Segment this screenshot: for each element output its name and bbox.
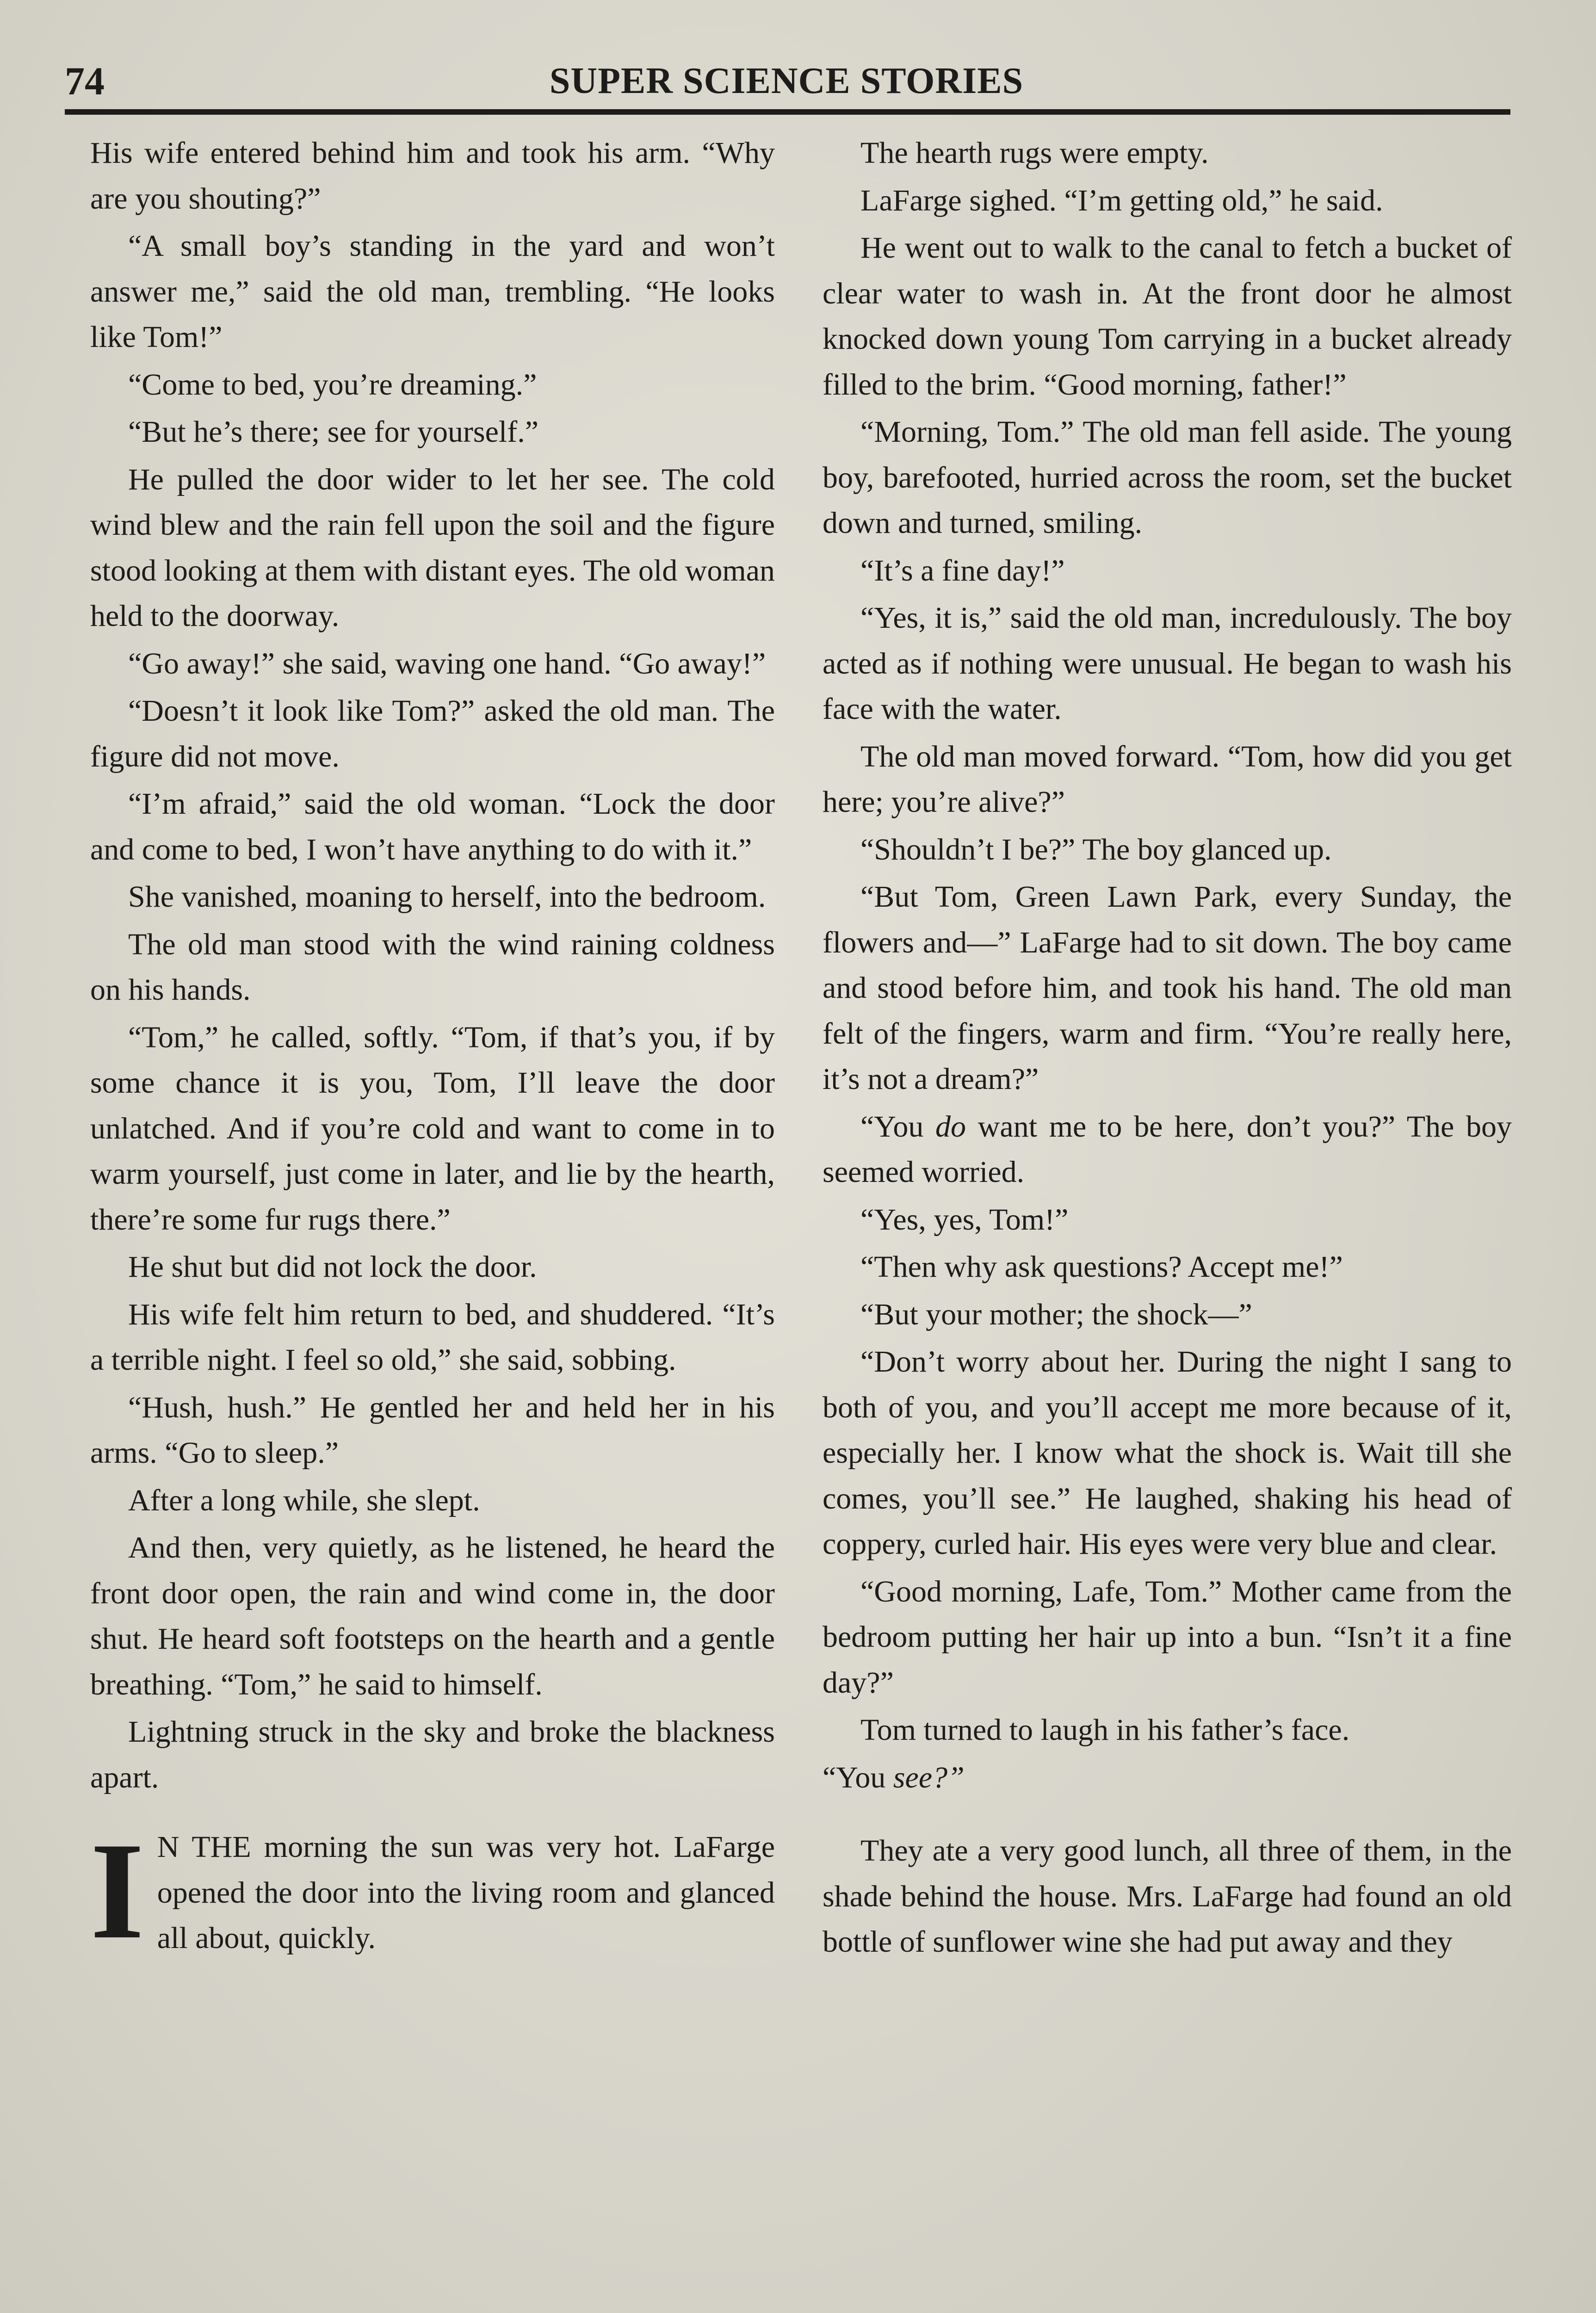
paragraph: The hearth rugs were empty. xyxy=(860,136,1209,170)
paragraph: And then, very quietly, as he listened, he heard the front door open, the rain and wind come in, the door shut. He heard soft footsteps on the hearth and a gentle breathing. “Tom,” he said to himself. xyxy=(90,1531,775,1701)
paragraph xyxy=(823,1755,1512,1801)
emphasis: see?” xyxy=(893,1760,965,1794)
page-header xyxy=(65,56,1508,106)
paragraph: His wife entered behind him and took his arm. “Why are you shouting?” xyxy=(90,136,775,216)
paragraph: “Go away!” she said, waving one hand. “Go away!” xyxy=(128,646,766,680)
text-run: want me to be here, don’t you?” The boy seemed worried. xyxy=(823,1109,1512,1189)
paragraph: She vanished, moaning to herself, into the bedroom. xyxy=(128,880,766,914)
running-title: SUPER SCIENCE STORIES xyxy=(549,61,1024,101)
paragraph: “Doesn’t it look like Tom?” asked the old man. The figure did not move. xyxy=(90,694,775,773)
paragraph: “Morning, Tom.” The old man fell aside. The young boy, barefooted, hurried across the room, set the bucket down and turned, smiling. xyxy=(823,415,1512,540)
left-column xyxy=(90,130,775,1967)
header-rule xyxy=(65,109,1510,115)
paragraph: “Come to bed, you’re dreaming.” xyxy=(128,367,537,402)
emphasis: do xyxy=(935,1109,966,1144)
paragraph: “Yes, it is,” said the old man, incredulously. The boy acted as if nothing were unusual. He began to wash his face with the water. xyxy=(823,601,1512,726)
text-run: “You xyxy=(860,1109,936,1144)
paragraph: “A small boy’s standing in the yard and won’t answer me,” said the old man, trembling. “He looks like Tom!” xyxy=(90,229,775,354)
paragraph: He went out to walk to the canal to fetch a bucket of clear water to wash in. At the front door he almost knocked down young Tom carrying in a bucket already filled to the brim. “Good morning, father!” xyxy=(823,231,1512,402)
paragraph: After a long while, she slept. xyxy=(128,1483,480,1517)
page-number: 74 xyxy=(65,59,105,103)
paragraph: “Hush, hush.” He gentled her and held her in his arms. “Go to sleep.” xyxy=(90,1390,775,1470)
paragraph: The old man stood with the wind raining coldness on his hands. xyxy=(90,927,775,1007)
paragraph: “But Tom, Green Lawn Park, every Sunday, the flowers and—” LaFarge had to sit down. The boy came and stood before him, and took his hand. The old man felt of the fingers, warm and firm. “You’re really here, it’s not a dream?” xyxy=(823,880,1512,1096)
drop-cap: I xyxy=(90,1814,144,1967)
paragraph: The old man moved forward. “Tom, how did you get here; you’re alive?” xyxy=(823,739,1512,819)
paragraph: “It’s a fine day!” xyxy=(860,553,1065,588)
paragraph: He shut but did not lock the door. xyxy=(128,1250,537,1284)
right-column xyxy=(823,130,1512,1967)
section-opening-text: N THE morning the sun was very hot. LaFarge opened the door into the living room and glanced all about, quickly. xyxy=(157,1830,775,1955)
paragraph: LaFarge sighed. “I’m getting old,” he said. xyxy=(860,183,1383,217)
paragraph: “Yes, yes, Tom!” xyxy=(860,1202,1069,1237)
paragraph: He pulled the door wider to let her see. The cold wind blew and the rain fell upon the soil and the figure stood looking at them with distant eyes. The old woman held to the doorway. xyxy=(90,462,775,633)
paragraph: Tom turned to laugh in his father’s face. xyxy=(860,1713,1350,1747)
paragraph: Lightning struck in the sky and broke the blackness apart. xyxy=(90,1715,775,1794)
paragraph: “Don’t worry about her. During the night I sang to both of you, and you’ll accept me more because of it, especially her. I know what the shock is. Wait till she comes, you’ll see.” He laughed, shaking his head of coppery, curled hair. His eyes were very blue and clear. xyxy=(823,1345,1512,1561)
paragraph: “Good morning, Lafe, Tom.” Mother came from the bedroom putting her hair up into a bun. “Isn’t it a fine day?” xyxy=(823,1574,1512,1700)
paragraph: “But he’s there; see for yourself.” xyxy=(128,415,539,449)
paragraph: “Then why ask questions? Accept me!” xyxy=(860,1250,1343,1284)
paragraph: His wife felt him return to bed, and shuddered. “It’s a terrible night. I feel so old,” she said, sobbing. xyxy=(90,1297,775,1377)
paragraph: “But your mother; the shock—” xyxy=(860,1297,1252,1331)
text-run: “You xyxy=(823,1760,893,1794)
paragraph: They ate a very good lunch, all three of them, in the shade behind the house. Mrs. LaFarge had found an old bottle of sunflower wine she had put away and they xyxy=(823,1834,1512,1959)
section-opening-paragraph xyxy=(90,1814,775,1967)
paragraph: “Shouldn’t I be?” The boy glanced up. xyxy=(860,832,1332,866)
paragraph: “Tom,” he called, softly. “Tom, if that’s you, if by some chance it is you, Tom, I’ll leave the door unlatched. And if you’re cold and want to come in to warm yourself, just come in later, and lie by the hearth, there’re some fur rugs there.” xyxy=(90,1020,775,1237)
paragraph: “I’m afraid,” said the old woman. “Lock the door and come to bed, I won’t have anything to do with it.” xyxy=(90,787,775,866)
paragraph xyxy=(823,1104,1512,1195)
